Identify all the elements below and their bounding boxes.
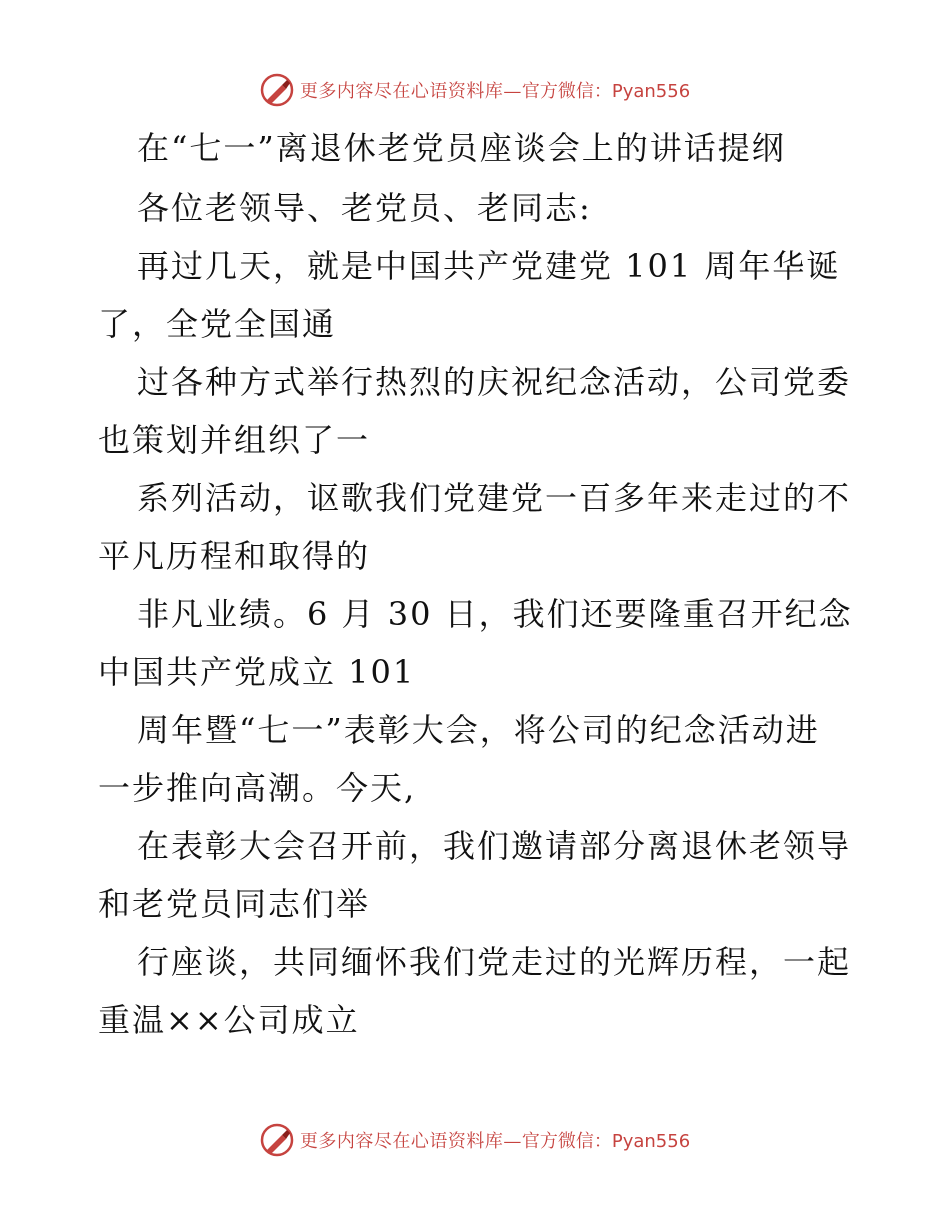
doc-line: 平凡历程和取得的 <box>98 537 371 575</box>
doc-line: 在表彰大会召开前，我们邀请部分离退休老领导 <box>137 827 852 865</box>
doc-line: 行座谈，共同缅怀我们党走过的光辉历程，一起 <box>137 943 852 981</box>
doc-greeting: 各位老领导、老党员、老同志: <box>137 189 592 227</box>
footer-watermark <box>0 1120 950 1160</box>
doc-line: 系列活动，讴歌我们党建党一百多年来走过的不 <box>137 479 852 517</box>
header-watermark <box>0 70 950 110</box>
watermark-contact: 官方微信：Pyan556 <box>521 1131 691 1152</box>
doc-line: 一步推向高潮。今天, <box>98 769 417 807</box>
doc-line: 非凡业绩。6 月 30 日，我们还要隆重召开纪念 <box>137 595 853 633</box>
watermark-text: 更多内容尽在心语资料库— <box>299 81 522 102</box>
doc-line: 过各种方式举行热烈的庆祝纪念活动，公司党委 <box>137 363 852 401</box>
doc-line: 中国共产党成立 101 <box>98 653 416 691</box>
watermark-contact: 官方微信：Pyan556 <box>521 81 691 102</box>
pen-logo-icon <box>260 73 294 107</box>
doc-line: 了，全党全国通 <box>98 305 337 343</box>
doc-title: 在“七一”离退休老党员座谈会上的讲话提纲 <box>137 129 786 167</box>
watermark-text: 更多内容尽在心语资料库— <box>299 1131 522 1152</box>
doc-line: 周年暨“七一”表彰大会，将公司的纪念活动进 <box>137 711 820 749</box>
doc-line: 重温××公司成立 <box>98 1001 360 1039</box>
doc-line: 和老党员同志们举 <box>98 885 371 923</box>
doc-line: 也策划并组织了一 <box>98 421 371 459</box>
pen-logo-icon <box>260 1123 294 1157</box>
doc-line: 再过几天，就是中国共产党建党 101 周年华诞 <box>137 247 841 285</box>
